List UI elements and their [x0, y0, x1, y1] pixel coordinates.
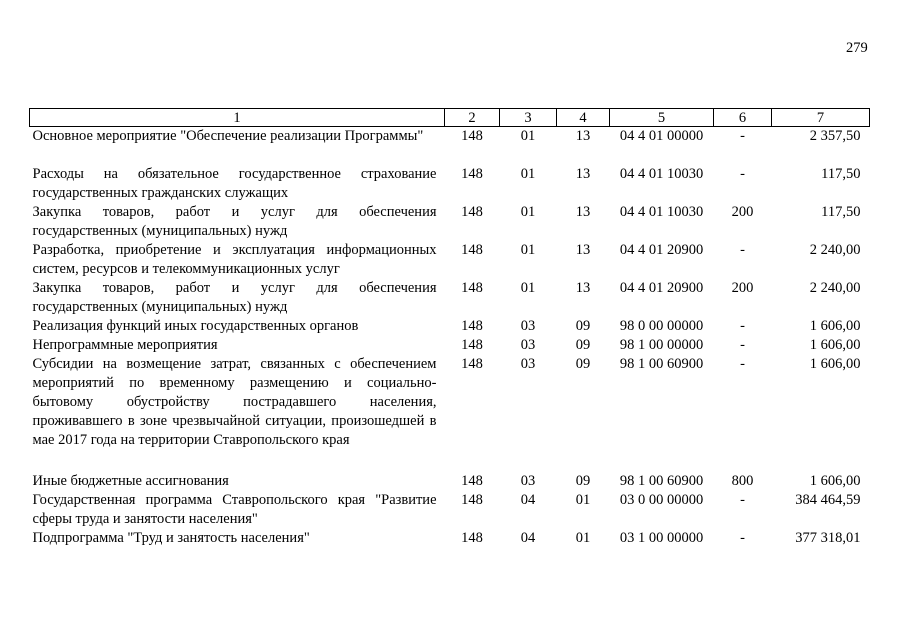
- row-description: Государственная программа Ставропольского края "Развитие сферы труда и занятости населения": [32, 491, 437, 527]
- row-code-4: 13: [575, 165, 591, 182]
- row-code-3: 04: [520, 491, 536, 508]
- row-description: Закупка товаров, работ и услуг для обеспечения государственных (муниципальных) нужд: [32, 279, 437, 315]
- row-amount: 377 318,01: [795, 529, 861, 546]
- column-header-1: 1: [30, 109, 445, 127]
- row-code-6: 800: [731, 472, 754, 489]
- table-row: [30, 317, 870, 336]
- row-code-5: 04 4 01 20900: [619, 241, 704, 258]
- row-description: Подпрограмма "Труд и занятость населения": [32, 529, 310, 546]
- column-header-2: 2: [445, 109, 500, 127]
- row-code-5: 04 4 01 10030: [619, 203, 704, 220]
- row-code-2: 148: [461, 472, 483, 489]
- row-code-6: 200: [731, 279, 754, 296]
- row-code-2: 148: [461, 336, 483, 353]
- table-row: [30, 355, 870, 472]
- row-amount: 384 464,59: [795, 491, 861, 508]
- row-code-4: 13: [575, 128, 591, 144]
- table-row: [30, 165, 870, 203]
- row-code-3: 01: [520, 165, 536, 182]
- row-code-4: 09: [575, 317, 591, 334]
- row-amount: 117,50: [821, 203, 861, 220]
- row-code-6: -: [740, 317, 745, 334]
- row-code-2: 148: [461, 529, 483, 546]
- row-code-3: 01: [520, 128, 536, 144]
- row-code-5: 98 0 00 00000: [619, 317, 704, 334]
- row-code-3: 03: [520, 355, 536, 372]
- row-code-5: 03 0 00 00000: [619, 491, 704, 508]
- row-code-4: 09: [575, 336, 591, 353]
- column-header-6: 6: [714, 109, 772, 127]
- table-row: [30, 279, 870, 317]
- row-code-4: 01: [575, 529, 591, 546]
- row-code-2: 148: [461, 491, 483, 508]
- row-description: Расходы на обязательное государственное страхование государственных гражданских служащих: [32, 165, 437, 201]
- row-code-6: -: [740, 241, 745, 258]
- row-code-6: -: [740, 165, 745, 182]
- row-code-5: 98 1 00 60900: [619, 472, 704, 489]
- row-code-4: 09: [575, 472, 591, 489]
- row-code-3: 04: [520, 529, 536, 546]
- row-code-6: -: [740, 491, 745, 508]
- row-code-5: 03 1 00 00000: [619, 529, 704, 546]
- budget-table: [29, 108, 870, 548]
- row-code-5: 04 4 01 10030: [619, 165, 704, 182]
- table-header-row: [30, 109, 870, 127]
- row-description: Закупка товаров, работ и услуг для обеспечения государственных (муниципальных) нужд: [32, 203, 437, 239]
- column-header-5: 5: [610, 109, 714, 127]
- row-amount: 1 606,00: [809, 317, 861, 334]
- row-code-2: 148: [461, 128, 483, 144]
- row-code-4: 13: [575, 279, 591, 296]
- row-code-5: 98 1 00 60900: [619, 355, 704, 372]
- row-code-3: 03: [520, 472, 536, 489]
- row-description: Разработка, приобретение и эксплуатация информационных систем, ресурсов и телекоммуникационных услуг: [32, 241, 437, 277]
- row-description: Реализация функций иных государственных органов: [32, 317, 359, 334]
- page-number: 279: [846, 40, 868, 56]
- row-code-2: 148: [461, 165, 483, 182]
- row-amount: 2 240,00: [809, 241, 861, 258]
- column-header-7: 7: [772, 109, 870, 127]
- row-code-4: 01: [575, 491, 591, 508]
- row-description: Иные бюджетные ассигнования: [32, 472, 229, 489]
- row-code-6: -: [740, 336, 745, 353]
- row-description: Непрограммные мероприятия: [32, 336, 218, 353]
- row-code-3: 01: [520, 203, 536, 220]
- row-code-2: 148: [461, 355, 483, 372]
- row-code-4: 09: [575, 355, 591, 372]
- row-code-2: 148: [461, 279, 483, 296]
- row-code-6: -: [740, 529, 745, 546]
- row-code-3: 01: [520, 279, 536, 296]
- table-row: [30, 529, 870, 548]
- column-header-4: 4: [557, 109, 610, 127]
- column-header-3: 3: [500, 109, 557, 127]
- row-code-4: 13: [575, 203, 591, 220]
- row-code-6: 200: [731, 203, 754, 220]
- row-code-2: 148: [461, 203, 483, 220]
- row-code-3: 03: [520, 317, 536, 334]
- row-code-6: -: [740, 128, 745, 144]
- row-code-5: 98 1 00 00000: [619, 336, 704, 353]
- table-row: [30, 241, 870, 279]
- row-amount: 117,50: [821, 165, 861, 182]
- table-row: [30, 336, 870, 355]
- table-row: [30, 203, 870, 241]
- row-amount: 2 240,00: [809, 279, 861, 296]
- row-code-5: 04 4 01 00000: [619, 128, 704, 144]
- table-row: [30, 127, 870, 165]
- row-amount: 1 606,00: [809, 355, 861, 372]
- table-row: [30, 491, 870, 529]
- row-code-3: 03: [520, 336, 536, 353]
- row-amount: 2 357,50: [809, 128, 861, 144]
- row-amount: 1 606,00: [809, 472, 861, 489]
- row-code-2: 148: [461, 317, 483, 334]
- row-description: Основное мероприятие "Обеспечение реализации Программы": [32, 128, 424, 144]
- row-code-5: 04 4 01 20900: [619, 279, 704, 296]
- row-description: Субсидии на возмещение затрат, связанных с обеспечением мероприятий по временному размещению и социально-бытовому обустройству пострадавшего населения, проживавшего в зоне чрезвычайной ситуации, произошедшей в мае 2017 года на территории Ставропольского края: [32, 355, 437, 448]
- table-row: [30, 472, 870, 491]
- row-code-3: 01: [520, 241, 536, 258]
- row-code-2: 148: [461, 241, 483, 258]
- row-code-6: -: [740, 355, 745, 372]
- row-code-4: 13: [575, 241, 591, 258]
- row-amount: 1 606,00: [809, 336, 861, 353]
